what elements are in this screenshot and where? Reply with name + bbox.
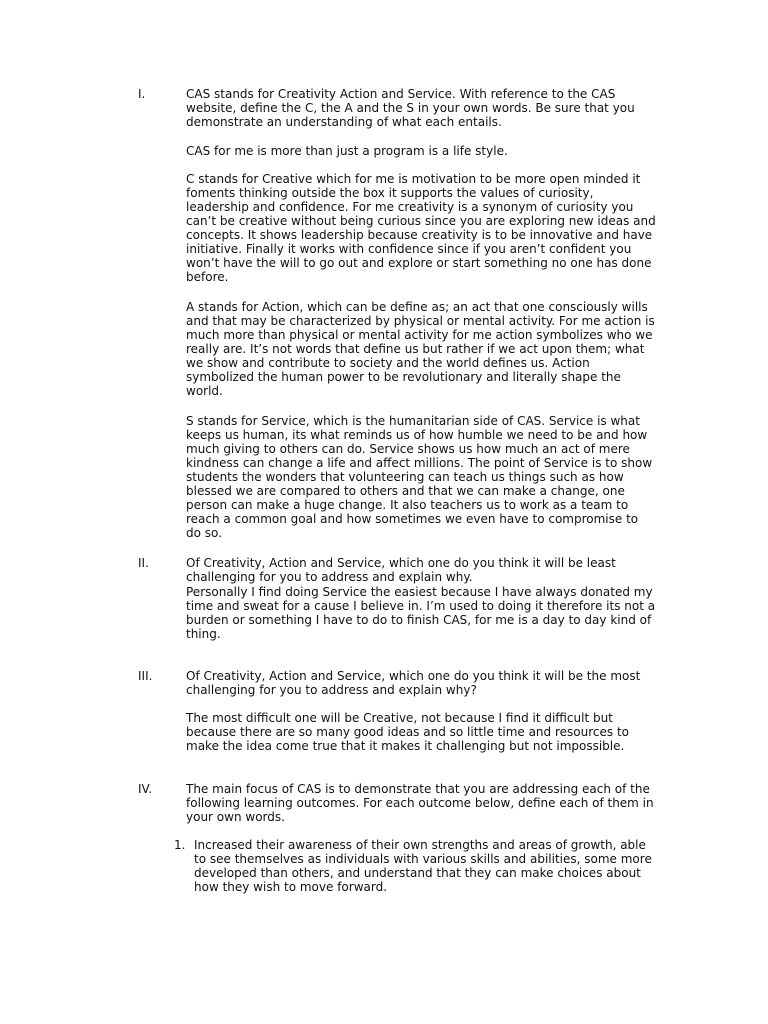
- answer-paragraph: S stands for Service, which is the humanitarian side of CAS. Service is what keeps us human, its what reminds us of how humble we need to be and how much giving to others can do. Service shows us how much an act of mere kindness can change a life and affect millions. The point of Service is to show students the wonders that volunteering can teach us things such as how blessed we are compared to others and that we can make a change, one person can make a huge change. It also teachers us to work as a team to reach a common goal and how sometimes we even have to compromise to do so.: [186, 414, 653, 540]
- answer-paragraph: A stands for Action, which can be define as; an act that one consciously wills and that may be characterized by physical or mental activity. For me action is much more than physical or mental activity for me action symbolizes who we really are. It’s not words that define us but rather if we act upon them; what we show and contribute to society and the world defines us. Action symbolized the human power to be revolutionary and literally shape the world.: [186, 300, 655, 398]
- section-question: Of Creativity, Action and Service, which one do you think it will be least challenging for you to address and explain why.: [186, 556, 616, 584]
- answer-paragraph: CAS for me is more than just a program is a life style.: [186, 144, 508, 158]
- outcome-number: 1.: [174, 838, 186, 852]
- section-numeral: III.: [138, 669, 153, 683]
- section-numeral: I.: [138, 87, 146, 101]
- section-question: The main focus of CAS is to demonstrate that you are addressing each of the following learning outcomes. For each outcome below, define each of them in your own words.: [186, 782, 654, 824]
- section-question: CAS stands for Creativity Action and Service. With reference to the CAS website, define the C, the A and the S in your own words. Be sure that you demonstrate an understanding of what each entails.: [186, 87, 635, 129]
- answer-paragraph: Personally I find doing Service the easiest because I have always donated my time and sweat for a cause I believe in. I’m used to doing it therefore its not a burden or something I have to do to finish CAS, for me is a day to day kind of thing.: [186, 585, 656, 641]
- outcome-text: Increased their awareness of their own strengths and areas of growth, able to see themselves as individuals with various skills and abilities, some more developed than others, and understand that they can make choices about how they wish to move forward.: [194, 838, 652, 894]
- section-question: Of Creativity, Action and Service, which one do you think it will be the most challenging for you to address and explain why?: [186, 669, 641, 697]
- answer-paragraph: C stands for Creative which for me is motivation to be more open minded it foments thinking outside the box it supports the values of curiosity, leadership and confidence. For me creativity is a synonym of curiosity you can’t be creative without being curious since you are exploring new ideas and concepts. It shows leadership because creativity is to be innovative and have initiative. Finally it works with confidence since if you aren’t confident you won’t have the will to go out and explore or start something no one has done before.: [186, 172, 656, 284]
- section-numeral: IV.: [138, 782, 153, 796]
- answer-paragraph: The most difficult one will be Creative, not because I find it difficult but because there are so many good ideas and so little time and resources to make the idea come true that it makes it challenging but not impossible.: [186, 711, 629, 753]
- section-numeral: II.: [138, 556, 149, 570]
